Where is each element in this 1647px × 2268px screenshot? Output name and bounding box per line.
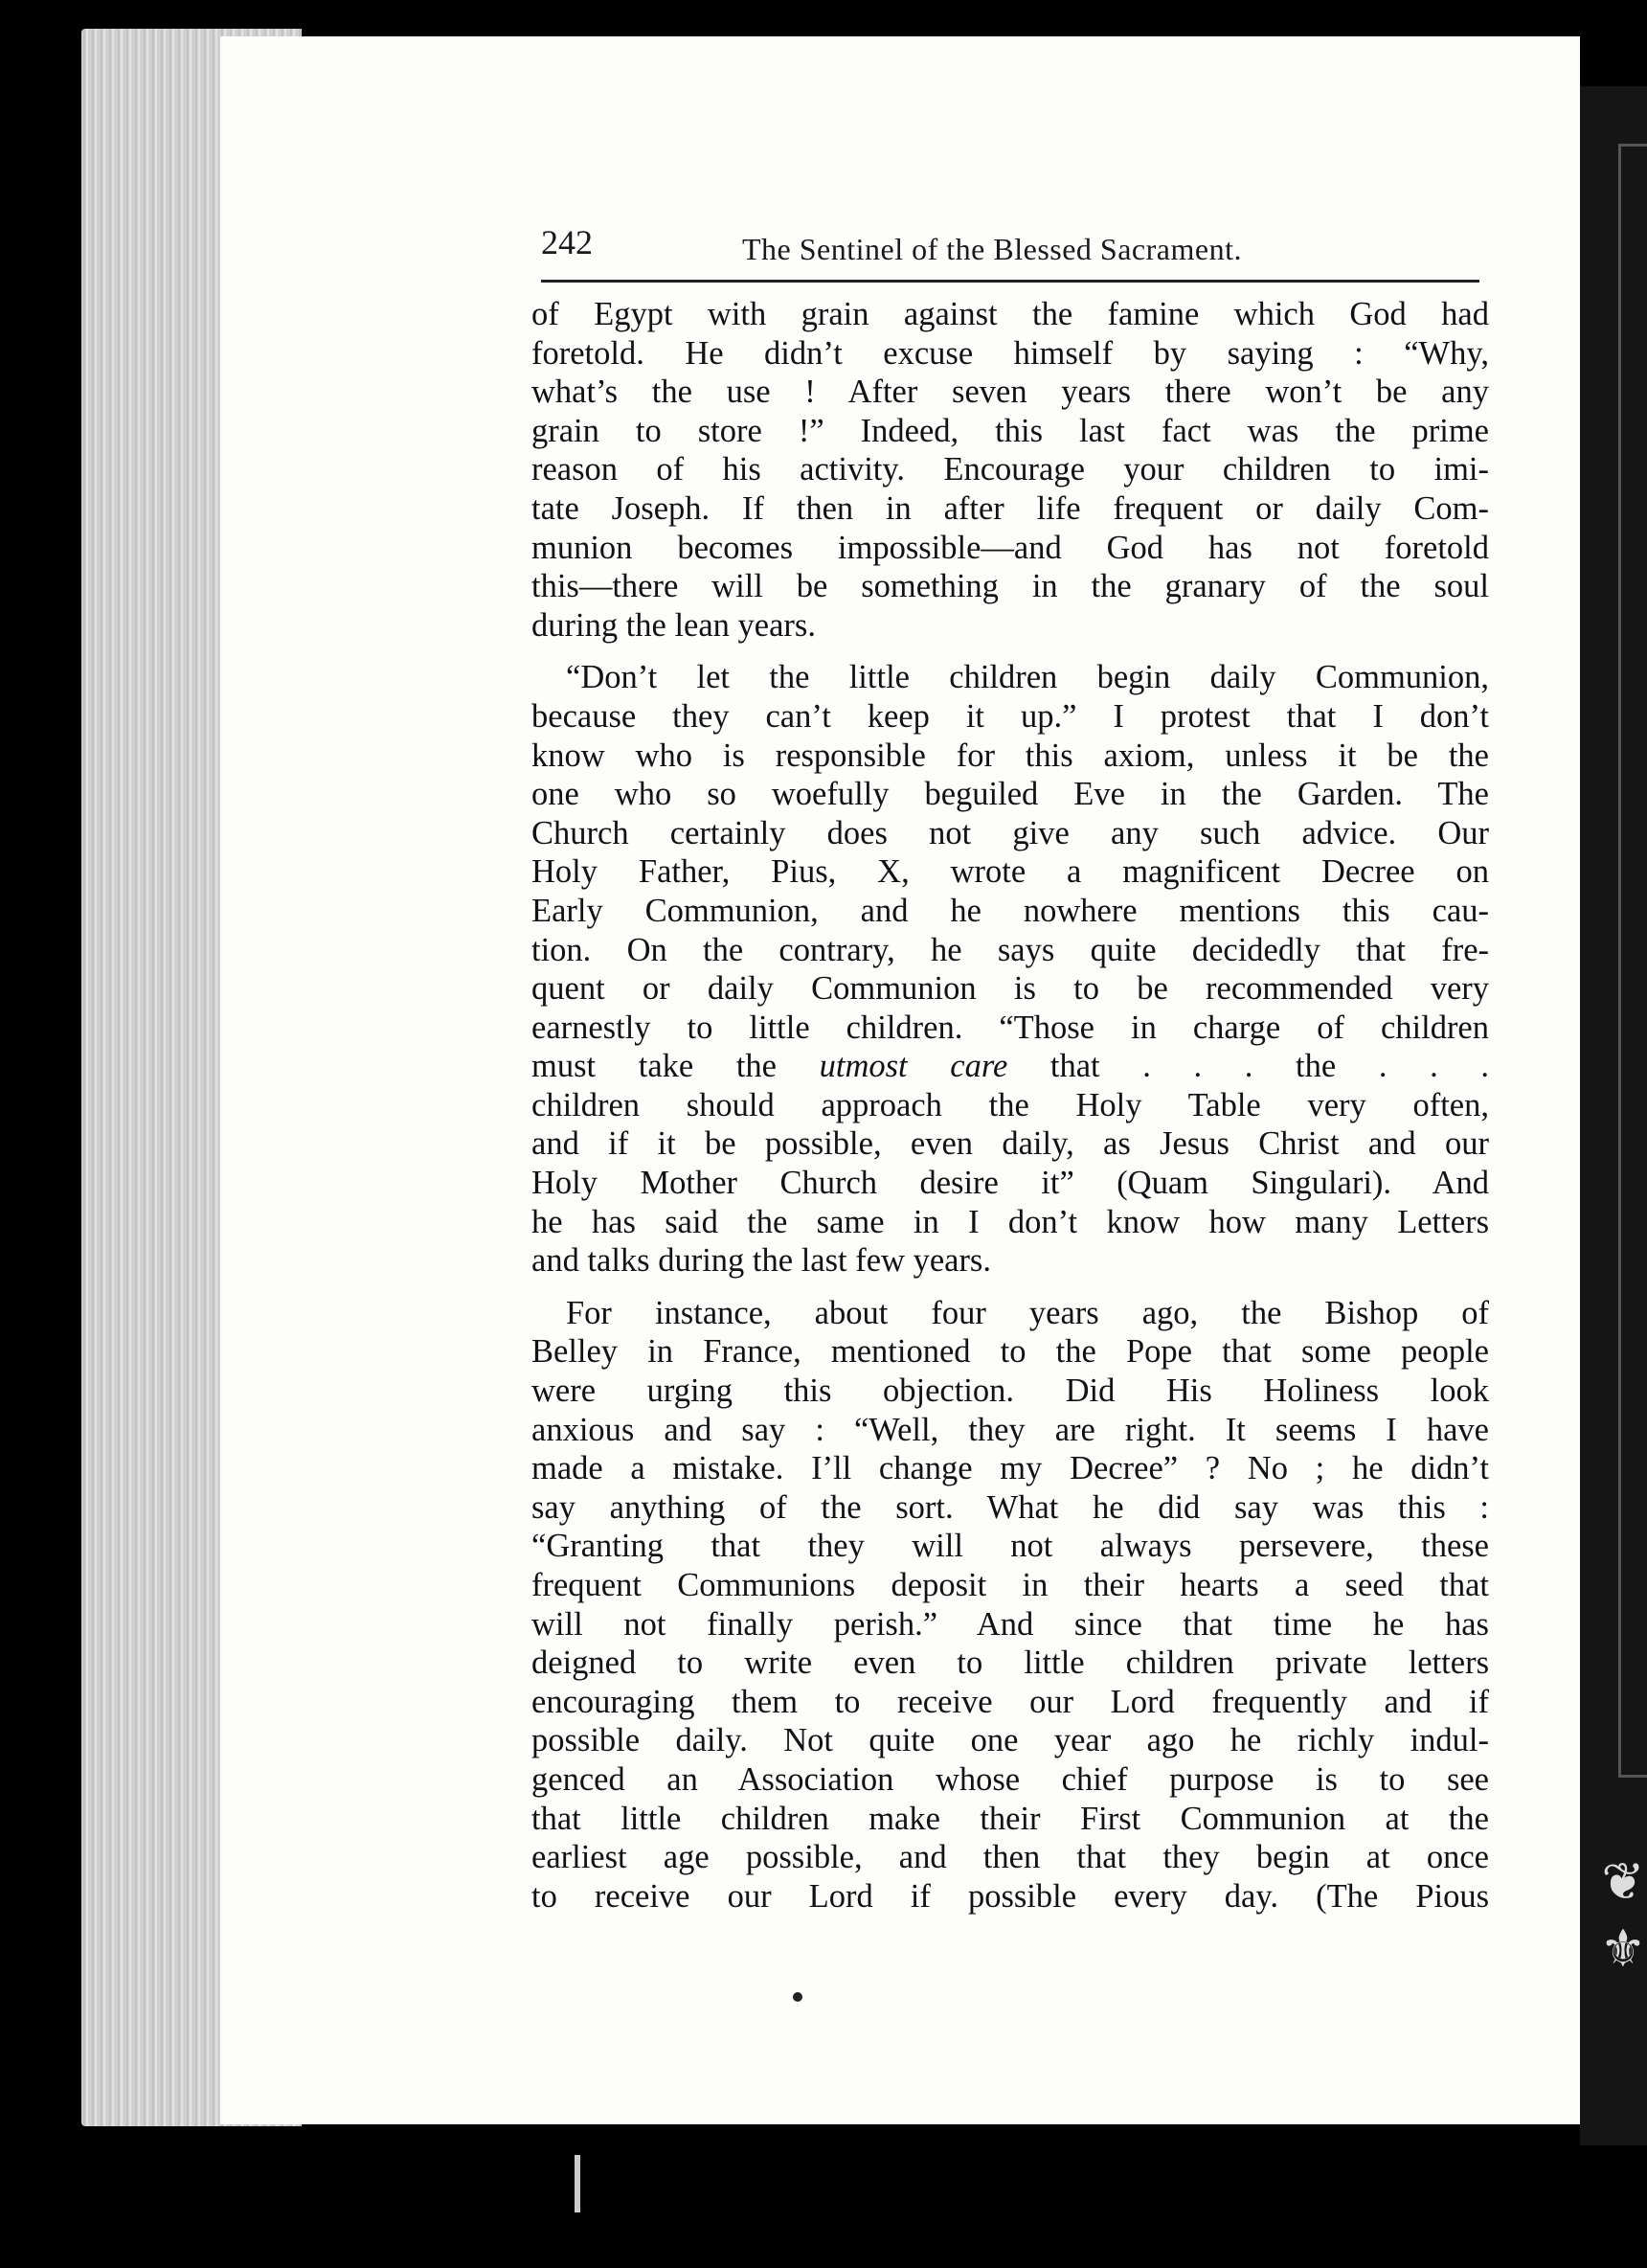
fleur-ornament-icon: ❦ ⚜ [1599,1851,1647,1980]
emphasis-before: must take the [531,1048,820,1085]
text-line: Early Communion, and he nowhere mentions this cau- [531,892,1489,929]
text-line: tate Joseph. If then in after life frequent or daily Com- [531,489,1489,527]
running-title: The Sentinel of the Blessed Sacrament. [742,232,1242,266]
text-line: were urging this objection. Did His Holiness look [531,1372,1489,1410]
text-line: he has said the same in I don’t know how many Letters [531,1203,1489,1240]
text-line: that little children make their First Communion at the [531,1800,1489,1837]
text-line: tion. On the contrary, he says quite decidedly that fre- [531,931,1489,968]
paragraph-2 [531,658,1489,1281]
text-line: one who so woefully beguiled Eve in the Garden. The [531,776,1489,813]
text-line: reason of his activity. Encourage your children to imi- [531,451,1489,488]
emphasis-italic: utmost care [819,1048,1008,1085]
scan-artifact [575,2155,580,2212]
paragraph-3 [531,1294,1489,1916]
text-line: what’s the use ! After seven years there won’t be any [531,374,1489,411]
text-line: “Granting that they will not always persevere, these [531,1528,1489,1565]
text-line: this—there will be something in the granary of the soul [531,568,1489,605]
text-line: For instance, about four years ago, the Bishop of [566,1294,1489,1331]
paragraph-1 [531,295,1489,645]
text-line: of Egypt with grain against the famine which God had [531,296,1489,332]
text-line: children should approach the Holy Table very often, [531,1086,1489,1123]
text-line: say anything of the sort. What he did say was this : [531,1488,1489,1526]
text-line: genced an Association whose chief purpose is to see [531,1760,1489,1798]
text-line: Holy Father, Pius, X, wrote a magnificent Decree on [531,853,1489,891]
text-line: during the lean years. [531,606,816,644]
text-line: Church certainly does not give any such advice. Our [531,814,1489,851]
text-line: to receive our Lord if possible every day. (The Pious [531,1877,1489,1915]
text-line: frequent Communions deposit in their hearts a seed that [531,1567,1489,1603]
text-line: possible daily. Not quite one year ago he richly indul- [531,1722,1489,1759]
text-line: anxious and say : “Well, they are right. It seems I have [531,1411,1489,1448]
running-header [541,222,1479,283]
text-line: deigned to write even to little children private letters [531,1644,1489,1682]
text-line: Belley in France, mentioned to the Pope that some people [531,1333,1489,1371]
emphasis-after: that . . . the . . . [1007,1048,1489,1085]
text-line: and talks during the last few years. [531,1242,991,1280]
text-line: foretold. He didn’t excuse himself by saying : “Why, [531,334,1489,372]
text-line: made a mistake. I’ll change my Decree” ? No ; he didn’t [531,1450,1489,1487]
text-line: know who is responsible for this axiom, unless it be the [531,737,1489,774]
printer-dot [793,1992,802,2002]
page-number: 242 [541,223,593,261]
text-line: grain to store !” Indeed, this last fact was the prime [531,412,1489,449]
text-line: Holy Mother Church desire it” (Quam Singulari). And [531,1165,1489,1202]
text-line: will not finally perish.” And since that time he has [531,1605,1489,1643]
body-text [531,295,1489,1929]
text-line: encouraging them to receive our Lord frequently and if [531,1683,1489,1720]
text-line: earliest age possible, and then that they begin at once [531,1839,1489,1876]
emphasis-line [531,1047,1489,1086]
text-line: and if it be possible, even daily, as Jesus Christ and our [531,1125,1489,1163]
text-line: “Don’t let the little children begin daily Communion, [566,659,1489,696]
text-line: munion becomes impossible—and God has not foretold [531,529,1489,566]
text-line: quent or daily Communion is to be recommended very [531,970,1489,1008]
cover-frame-border [1618,144,1647,1778]
text-line: earnestly to little children. “Those in charge of children [531,1009,1489,1046]
text-line: because they can’t keep it up.” I protest that I don’t [531,697,1489,735]
